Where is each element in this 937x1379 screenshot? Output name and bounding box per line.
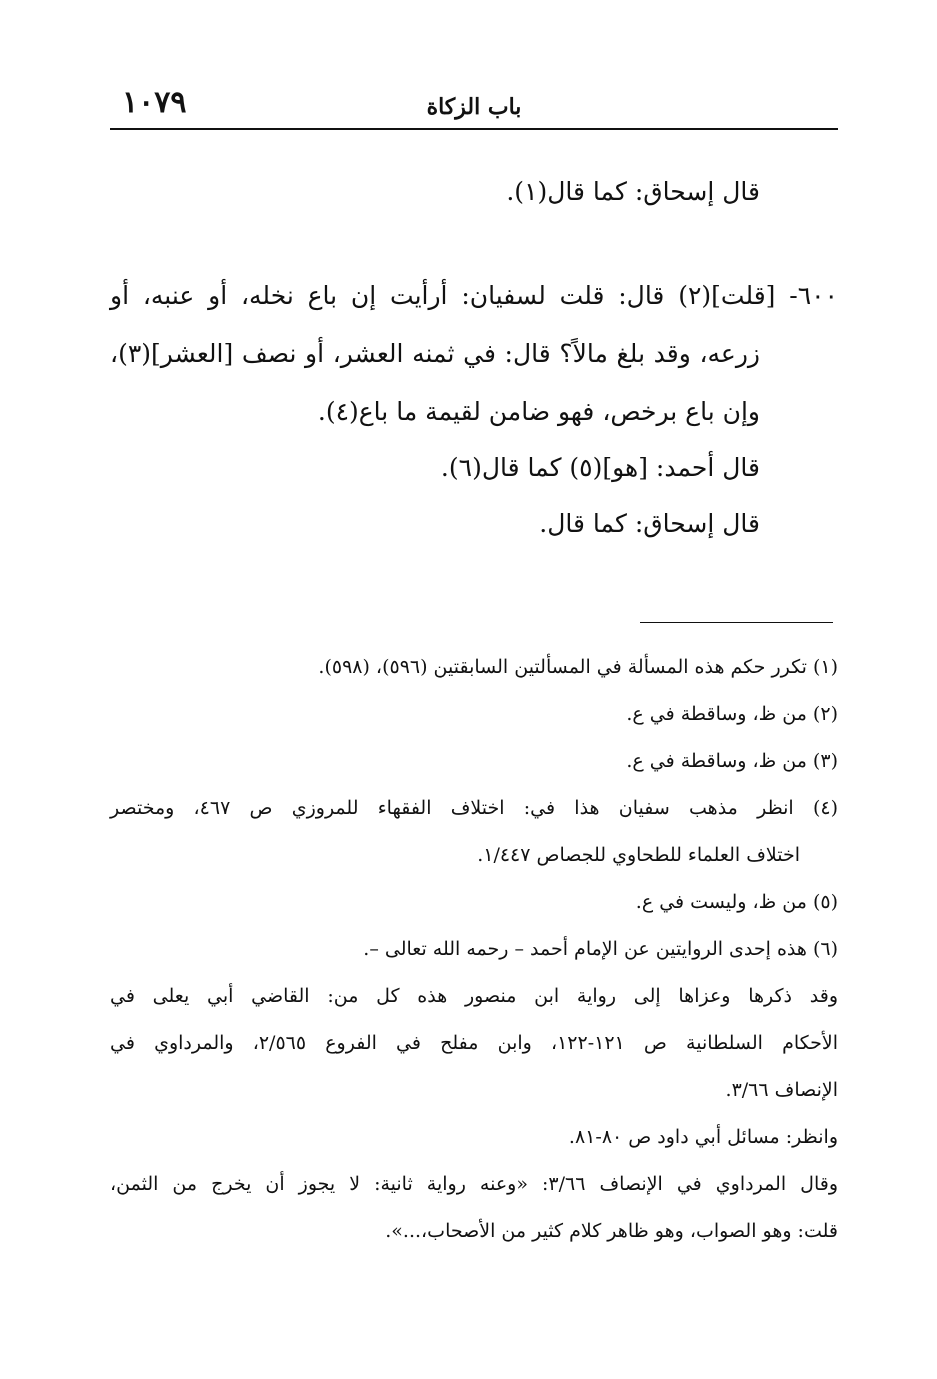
footnote-6-line: الإنصاف ٣/٦٦.	[725, 1079, 838, 1101]
footnote-4-continued: اختلاف العلماء للطحاوي للجصاص ١/٤٤٧.	[477, 844, 800, 866]
chapter-title: باب الزكاة	[426, 94, 522, 120]
footnote-6-line: الأحكام السلطانية ص ١٢١-١٢٢، وابن مفلح في الفروع ٢/٥٦٥، والمرداوي في	[110, 1032, 838, 1054]
issue-600-line: ٦٠٠- [قلت](٢) قال: قلت لسفيان: أرأيت إن باع نخله، أو عنبه، أو	[110, 281, 838, 310]
footnote-4: (٤) انظر مذهب سفيان هذا في: اختلاف الفقهاء للمروزي ص ٤٦٧، ومختصر	[110, 797, 838, 819]
text-line: قال إسحاق: كما قال.	[539, 509, 760, 538]
footnote-3: (٣) من ظ، وساقطة في ع.	[626, 750, 838, 772]
footnote-2: (٢) من ظ، وساقطة في ع.	[626, 703, 838, 725]
page-header	[110, 80, 838, 126]
footnote-6-line: وقد ذكرها وعزاها إلى رواية ابن منصور هذه كل من: القاضي أبي يعلى في	[110, 985, 838, 1007]
text-line: زرعه، وقد بلغ مالاً؟ قال: في ثمنه العشر، أو نصف [العشر](٣)،	[110, 339, 760, 368]
footnote-5: (٥) من ظ، وليست في ع.	[635, 891, 838, 913]
footnote-6-line: وقال المرداوي في الإنصاف ٣/٦٦: «وعنه رواية ثانية: لا يجوز أن يخرج من الثمن،	[110, 1173, 838, 1195]
footnote-rule	[640, 622, 833, 623]
text-line: قال أحمد: [هو](٥) كما قال(٦).	[440, 453, 760, 482]
text-line: وإن باع برخص، فهو ضامن لقيمة ما باع(٤).	[317, 397, 760, 426]
header-rule	[110, 128, 838, 130]
footnote-1: (١) تكرر حكم هذه المسألة في المسألتين السابقتين (٥٩٦)، (٥٩٨).	[318, 656, 838, 678]
footnote-6-line: وانظر: مسائل أبي داود ص ٨٠-٨١.	[568, 1126, 838, 1148]
text-line: قال إسحاق: كما قال(١).	[506, 177, 760, 206]
footnote-6: (٦) هذه إحدى الروايتين عن الإمام أحمد – رحمه الله تعالى –.	[363, 938, 838, 960]
footnote-6-line: قلت: وهو الصواب، وهو ظاهر كلام كثير من الأصحاب،...».	[385, 1220, 838, 1242]
page-number: ١٠٧٩	[122, 85, 187, 120]
